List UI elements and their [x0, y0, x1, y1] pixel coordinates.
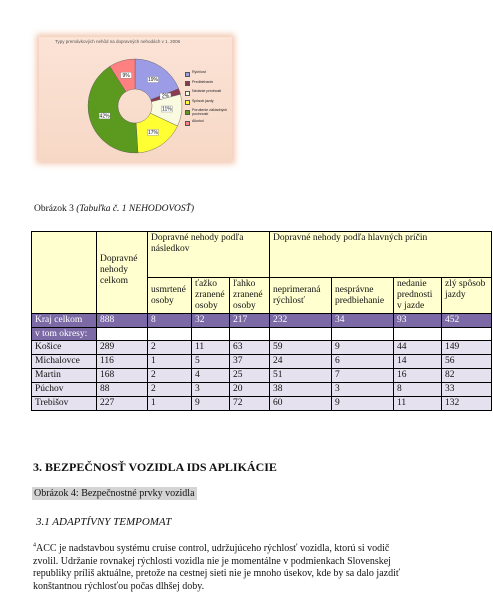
- table-cell: 9: [332, 396, 394, 410]
- table-cell: Kraj celkom: [32, 313, 97, 327]
- table-cell: 59: [270, 341, 332, 355]
- table-cell: 452: [442, 313, 492, 327]
- table-cell: 8: [148, 313, 192, 327]
- table-cell: [148, 327, 192, 340]
- table-cell: [270, 327, 332, 340]
- table-cell: 3: [192, 382, 230, 396]
- paragraph-line: konštantnou rýchlosťou počas dlhšej doby.: [33, 580, 205, 592]
- table-cell: 9: [332, 341, 394, 355]
- district-name: Košice: [32, 341, 97, 355]
- table-cell: 51: [270, 368, 332, 382]
- footnote-mark: 4: [33, 542, 36, 549]
- table-cell: 227: [97, 396, 148, 410]
- table-cell: [230, 327, 270, 340]
- table-cell: 20: [230, 382, 270, 396]
- table-row-subheading: [32, 327, 492, 340]
- pie-slice-label: 17%: [147, 129, 158, 136]
- table-cell: 72: [230, 396, 270, 410]
- figure-3-ref: (Tabuľka č. 1 NEHODOVOSŤ): [76, 204, 195, 214]
- pie-slice-label: 19%: [147, 77, 158, 84]
- section-heading: 3. BEZPEČNOSŤ VOZIDLA IDS APLIKÁCIE: [33, 460, 277, 474]
- table-cell: 11: [394, 396, 442, 410]
- legend-item: [185, 120, 231, 126]
- table-row: [32, 355, 492, 369]
- legend-item: [185, 81, 231, 87]
- legend-item: [185, 71, 231, 77]
- table-cell: 16: [394, 368, 442, 382]
- header-driving: zlý spôsob jazdy: [442, 278, 492, 314]
- legend-swatch: [185, 81, 190, 86]
- header-total: Dopravné nehody celkom: [97, 232, 148, 314]
- table-cell: 168: [97, 368, 148, 382]
- table-cell: 44: [394, 341, 442, 355]
- pie-slice-label: 2%: [161, 93, 170, 100]
- table-cell: 8: [394, 382, 442, 396]
- header-killed: usmrtené osoby: [148, 278, 192, 314]
- paragraph-line: zvolil. Udržanie rovnakej rýchlosti vozidla nie je momentálne v podmienkach Slovenskej: [33, 555, 391, 567]
- table-row: [32, 341, 492, 355]
- table-row: [32, 396, 492, 410]
- table-cell: [394, 327, 442, 340]
- district-name: Púchov: [32, 382, 97, 396]
- chart-legend: [185, 71, 231, 130]
- table-cell: 217: [230, 313, 270, 327]
- legend-item: [185, 100, 231, 106]
- header-by-consequence: Dopravné nehody podľa následkov: [148, 232, 270, 278]
- pie-chart: [39, 37, 232, 161]
- table-cell: 3: [332, 382, 394, 396]
- table-cell: [442, 327, 492, 340]
- table-subheading: v tom okresy:: [32, 327, 97, 340]
- table-cell: 132: [442, 396, 492, 410]
- table-cell: 14: [394, 355, 442, 369]
- header-overtaking: nesprávne predbiehanie: [332, 278, 394, 314]
- table-row: [32, 368, 492, 382]
- figure-3-label: Obrázok 3: [34, 204, 74, 214]
- header-speed: neprimeraná rýchlosť: [270, 278, 332, 314]
- table-cell: 33: [442, 382, 492, 396]
- table-cell: 149: [442, 341, 492, 355]
- chart-title: Typy premávkových nehôd na dopravných nehodách v 1. 2006: [55, 39, 181, 44]
- pie-slice-label: 11%: [162, 106, 172, 113]
- subsection-heading: 3.1 ADAPTÍVNY TEMPOMAT: [36, 516, 172, 528]
- table-cell: 93: [394, 313, 442, 327]
- table-cell: 34: [332, 313, 394, 327]
- table-cell: 289: [97, 341, 148, 355]
- table-cell: [332, 327, 394, 340]
- header-by-cause: Dopravné nehody podľa hlavných príčin: [270, 232, 492, 278]
- pie-slice-label: 42%: [99, 113, 110, 120]
- header-serious: ťažko zranené osoby: [192, 278, 230, 314]
- paragraph-line: [33, 543, 493, 556]
- legend-swatch: [185, 121, 190, 126]
- table-cell: [97, 327, 148, 340]
- legend-item: [185, 109, 231, 116]
- header-light: ľahko zranené osoby: [230, 278, 270, 314]
- table-cell: 116: [97, 355, 148, 369]
- legend-label: Porušenie základných povinností: [192, 108, 228, 116]
- legend-swatch: [185, 100, 190, 105]
- table-body: [32, 313, 492, 410]
- district-name: Martin: [32, 368, 97, 382]
- paragraph: [33, 543, 493, 593]
- table-cell: 82: [442, 368, 492, 382]
- legend-label: Nedanie prednosti: [192, 89, 222, 93]
- table-cell: 11: [192, 341, 230, 355]
- table-cell: 2: [148, 341, 192, 355]
- table-cell: 7: [332, 368, 394, 382]
- table-cell: 25: [230, 368, 270, 382]
- header-priority: nedanie prednosti v jazde: [394, 278, 442, 314]
- header-empty: [32, 232, 97, 314]
- legend-swatch: [185, 91, 190, 96]
- table-cell: 1: [148, 355, 192, 369]
- legend-swatch: [185, 110, 190, 115]
- district-name: Michalovce: [32, 355, 97, 369]
- table-cell: 32: [192, 313, 230, 327]
- paragraph-line: republiky príliš aktuálne, pretože na cestnej sieti nie je mnoho úsekov, kde by sa dalo jazdiť: [33, 568, 401, 579]
- legend-label: Alkohol: [192, 119, 204, 124]
- legend-label: Rýchlosť: [192, 70, 207, 74]
- table-cell: 38: [270, 382, 332, 396]
- table-cell: 88: [97, 382, 148, 396]
- table-cell: 63: [230, 341, 270, 355]
- accidents-table: [31, 231, 492, 411]
- table-cell: 888: [97, 313, 148, 327]
- legend-label: Spôsob jazdy: [192, 98, 214, 103]
- table-cell: 1: [148, 396, 192, 410]
- table-cell: [192, 327, 230, 340]
- figure-3-caption: [34, 204, 194, 214]
- table-cell: 9: [192, 396, 230, 410]
- table-cell: 2: [148, 382, 192, 396]
- table-cell: 5: [192, 355, 230, 369]
- table-cell: 2: [148, 368, 192, 382]
- table-cell: 232: [270, 313, 332, 327]
- legend-item: [185, 90, 231, 96]
- table-cell: 24: [270, 355, 332, 369]
- table-cell: 6: [332, 355, 394, 369]
- pie-slice-label: 9%: [122, 72, 130, 79]
- legend-swatch: [185, 72, 190, 77]
- figure-4-caption: Obrázok 4: Bezpečnostné prvky vozidla: [34, 488, 195, 499]
- table-cell: 56: [442, 355, 492, 369]
- table-row-total: [32, 313, 492, 327]
- paragraph-text: ACC je nadstavbou systému cruise control, udržujúceho rýchlosť vozidla, ktorú si vodič: [36, 543, 390, 554]
- table-cell: 60: [270, 396, 332, 410]
- table-row: [32, 382, 492, 396]
- district-name: Trebišov: [32, 396, 97, 410]
- legend-label: Predbiehanie: [192, 79, 214, 84]
- table-cell: 4: [192, 368, 230, 382]
- table-cell: 37: [230, 355, 270, 369]
